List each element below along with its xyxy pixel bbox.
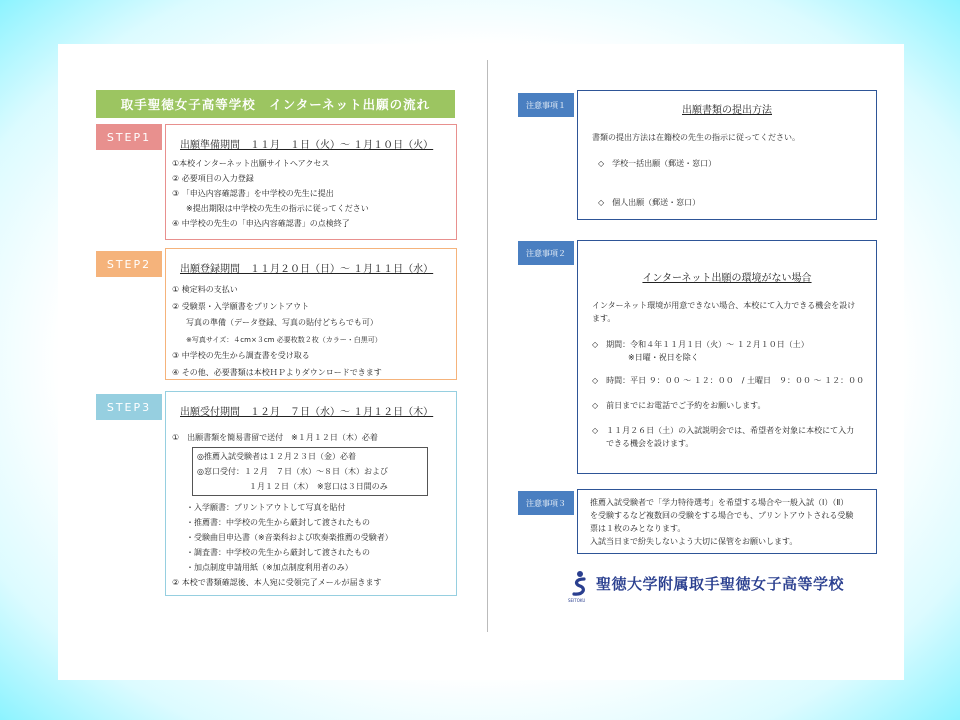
deadline-box [192, 447, 428, 496]
list-item: ・調査書：中学校の先生から厳封して渡されたもの [186, 548, 370, 557]
note3-line: 票は１枚のみとなります。 [590, 524, 686, 533]
school-logo [568, 570, 858, 610]
list-note: ※写真サイズ：４cm×３cm 必要枚数２枚（カラー・白黒可） [186, 335, 382, 344]
list-item: ③ 「申込内容確認書」を中学校の先生に提出 [172, 189, 334, 198]
step1-period: 出願準備期間 １１月 １日（火）～ １月１０日（火） [180, 140, 434, 151]
step3-label: STEP3 [96, 394, 162, 420]
step1-label: STEP1 [96, 124, 162, 150]
note2-period-note: ※日曜・祝日を除く [628, 353, 699, 362]
list-item: ③ 中学校の先生から調査書を受け取る [172, 351, 310, 360]
note2-label: 注意事項２ [518, 241, 574, 265]
note3-box [577, 489, 877, 554]
note3-line: 入試当日まで紛失しないよう大切に保管をお願いします。 [590, 537, 798, 546]
list-item: ② 必要項目の入力登録 [172, 174, 254, 183]
list-note: ※提出期限は中学校の先生の指示に従ってください [186, 204, 369, 213]
note2-box [577, 240, 877, 474]
step2-period: 出願登録期間 １１月２０日（日）～ １月１１日（水） [180, 264, 434, 275]
note2-intro: ます。 [592, 314, 616, 323]
deadline-line: １月１２日（木） ※窓口は３日間のみ [249, 482, 388, 491]
note2-intro: インターネット環境が用意できない場合、本校にて入力できる機会を設け [592, 301, 856, 310]
note3-line: 推薦入試受験者で「学力特待選考」を希望する場合や一般入試（Ⅰ）（Ⅱ） [590, 498, 849, 507]
note2-info: ◇ １１月２６日（土）の入試説明会では、希望者を対象に本校にて入力 [592, 426, 855, 435]
step3-period: 出願受付期間 １２月 ７日（水）～ １月１２日（木） [180, 407, 434, 418]
list-item: ・推薦書：中学校の先生から厳封して渡されたもの [186, 518, 370, 527]
deadline-line: ◎推薦入試受験者は１２月２３日（金）必着 [197, 452, 356, 461]
list-item: ④ 中学校の先生の「申込内容確認書」の点検終了 [172, 219, 350, 228]
note2-reserve: ◇ 前日までにお電話でご予約をお願いします。 [592, 401, 766, 410]
note1-option: ◇ 個人出願（郵送・窓口） [598, 198, 701, 207]
list-item: ・加点制度申請用紙（※加点制度利用者のみ） [186, 563, 353, 572]
center-divider [487, 60, 488, 632]
note1-text: 書類の提出方法は在籍校の先生の指示に従ってください。 [592, 133, 800, 142]
deadline-line: ◎窓口受付：１２月 ７日（水）～８日（木）および [197, 467, 388, 476]
list-item: ② 本校で書類確認後、本人宛に受領完了メールが届きます [172, 578, 382, 587]
list-item: ① 出願書類を簡易書留で送付 ※１月１２日（木）必着 [172, 433, 378, 442]
note3-label: 注意事項３ [518, 491, 574, 515]
step2-list [172, 282, 382, 381]
note2-info: できる機会を設けます。 [606, 439, 694, 448]
page-title: 取手聖徳女子高等学校 インターネット出願の流れ [96, 90, 455, 118]
note2-period: ◇ 期間：令和４年１１月１日（火）～ １２月１０日（土） [592, 340, 809, 349]
list-item: ・入学願書：プリントアウトして写真を貼付 [186, 503, 346, 512]
note1-box [577, 90, 877, 220]
step2-box [165, 248, 457, 380]
step2-label: STEP2 [96, 251, 162, 277]
note1-label: 注意事項１ [518, 93, 574, 117]
step3-box [165, 391, 457, 596]
step3-list [172, 430, 428, 590]
step1-list [172, 156, 369, 231]
note3-line: を受験するなど複数回の受験をする場合でも、プリントアウトされる受験 [590, 511, 854, 520]
note2-body [592, 299, 868, 450]
list-item: ①本校インターネット出願サイトへアクセス [172, 159, 330, 168]
list-item: ① 検定料の支払い [172, 285, 238, 294]
list-item: 写真の準備（データ登録、写真の貼付どちらでも可） [186, 318, 378, 327]
list-item: ② 受験票・入学願書をプリントアウト [172, 301, 310, 311]
note1-option: ◇ 学校一括出願（郵送・窓口） [598, 159, 717, 168]
note2-title: インターネット出願の環境がない場合 [642, 273, 812, 284]
note1-body [592, 131, 868, 209]
list-item: ・受験曲目申込書（※音楽科および吹奏楽推薦の受験者） [186, 533, 393, 542]
note1-title: 出願書類の提出方法 [682, 105, 772, 116]
note2-time: ◇ 時間：平日 ９：００ ～ １２：００ / 土曜日 ９：００ ～ １２：００ [592, 376, 865, 385]
list-item: ④ その他、必要書類は本校ＨＰよりダウンロードできます [172, 367, 382, 377]
step1-box [165, 124, 457, 240]
logo-mini-text: SEITOKU [568, 598, 586, 603]
school-name: 聖徳大学附属取手聖徳女子高等学校 [596, 575, 845, 593]
seitoku-logo-icon [568, 570, 592, 598]
note3-body [590, 496, 868, 548]
